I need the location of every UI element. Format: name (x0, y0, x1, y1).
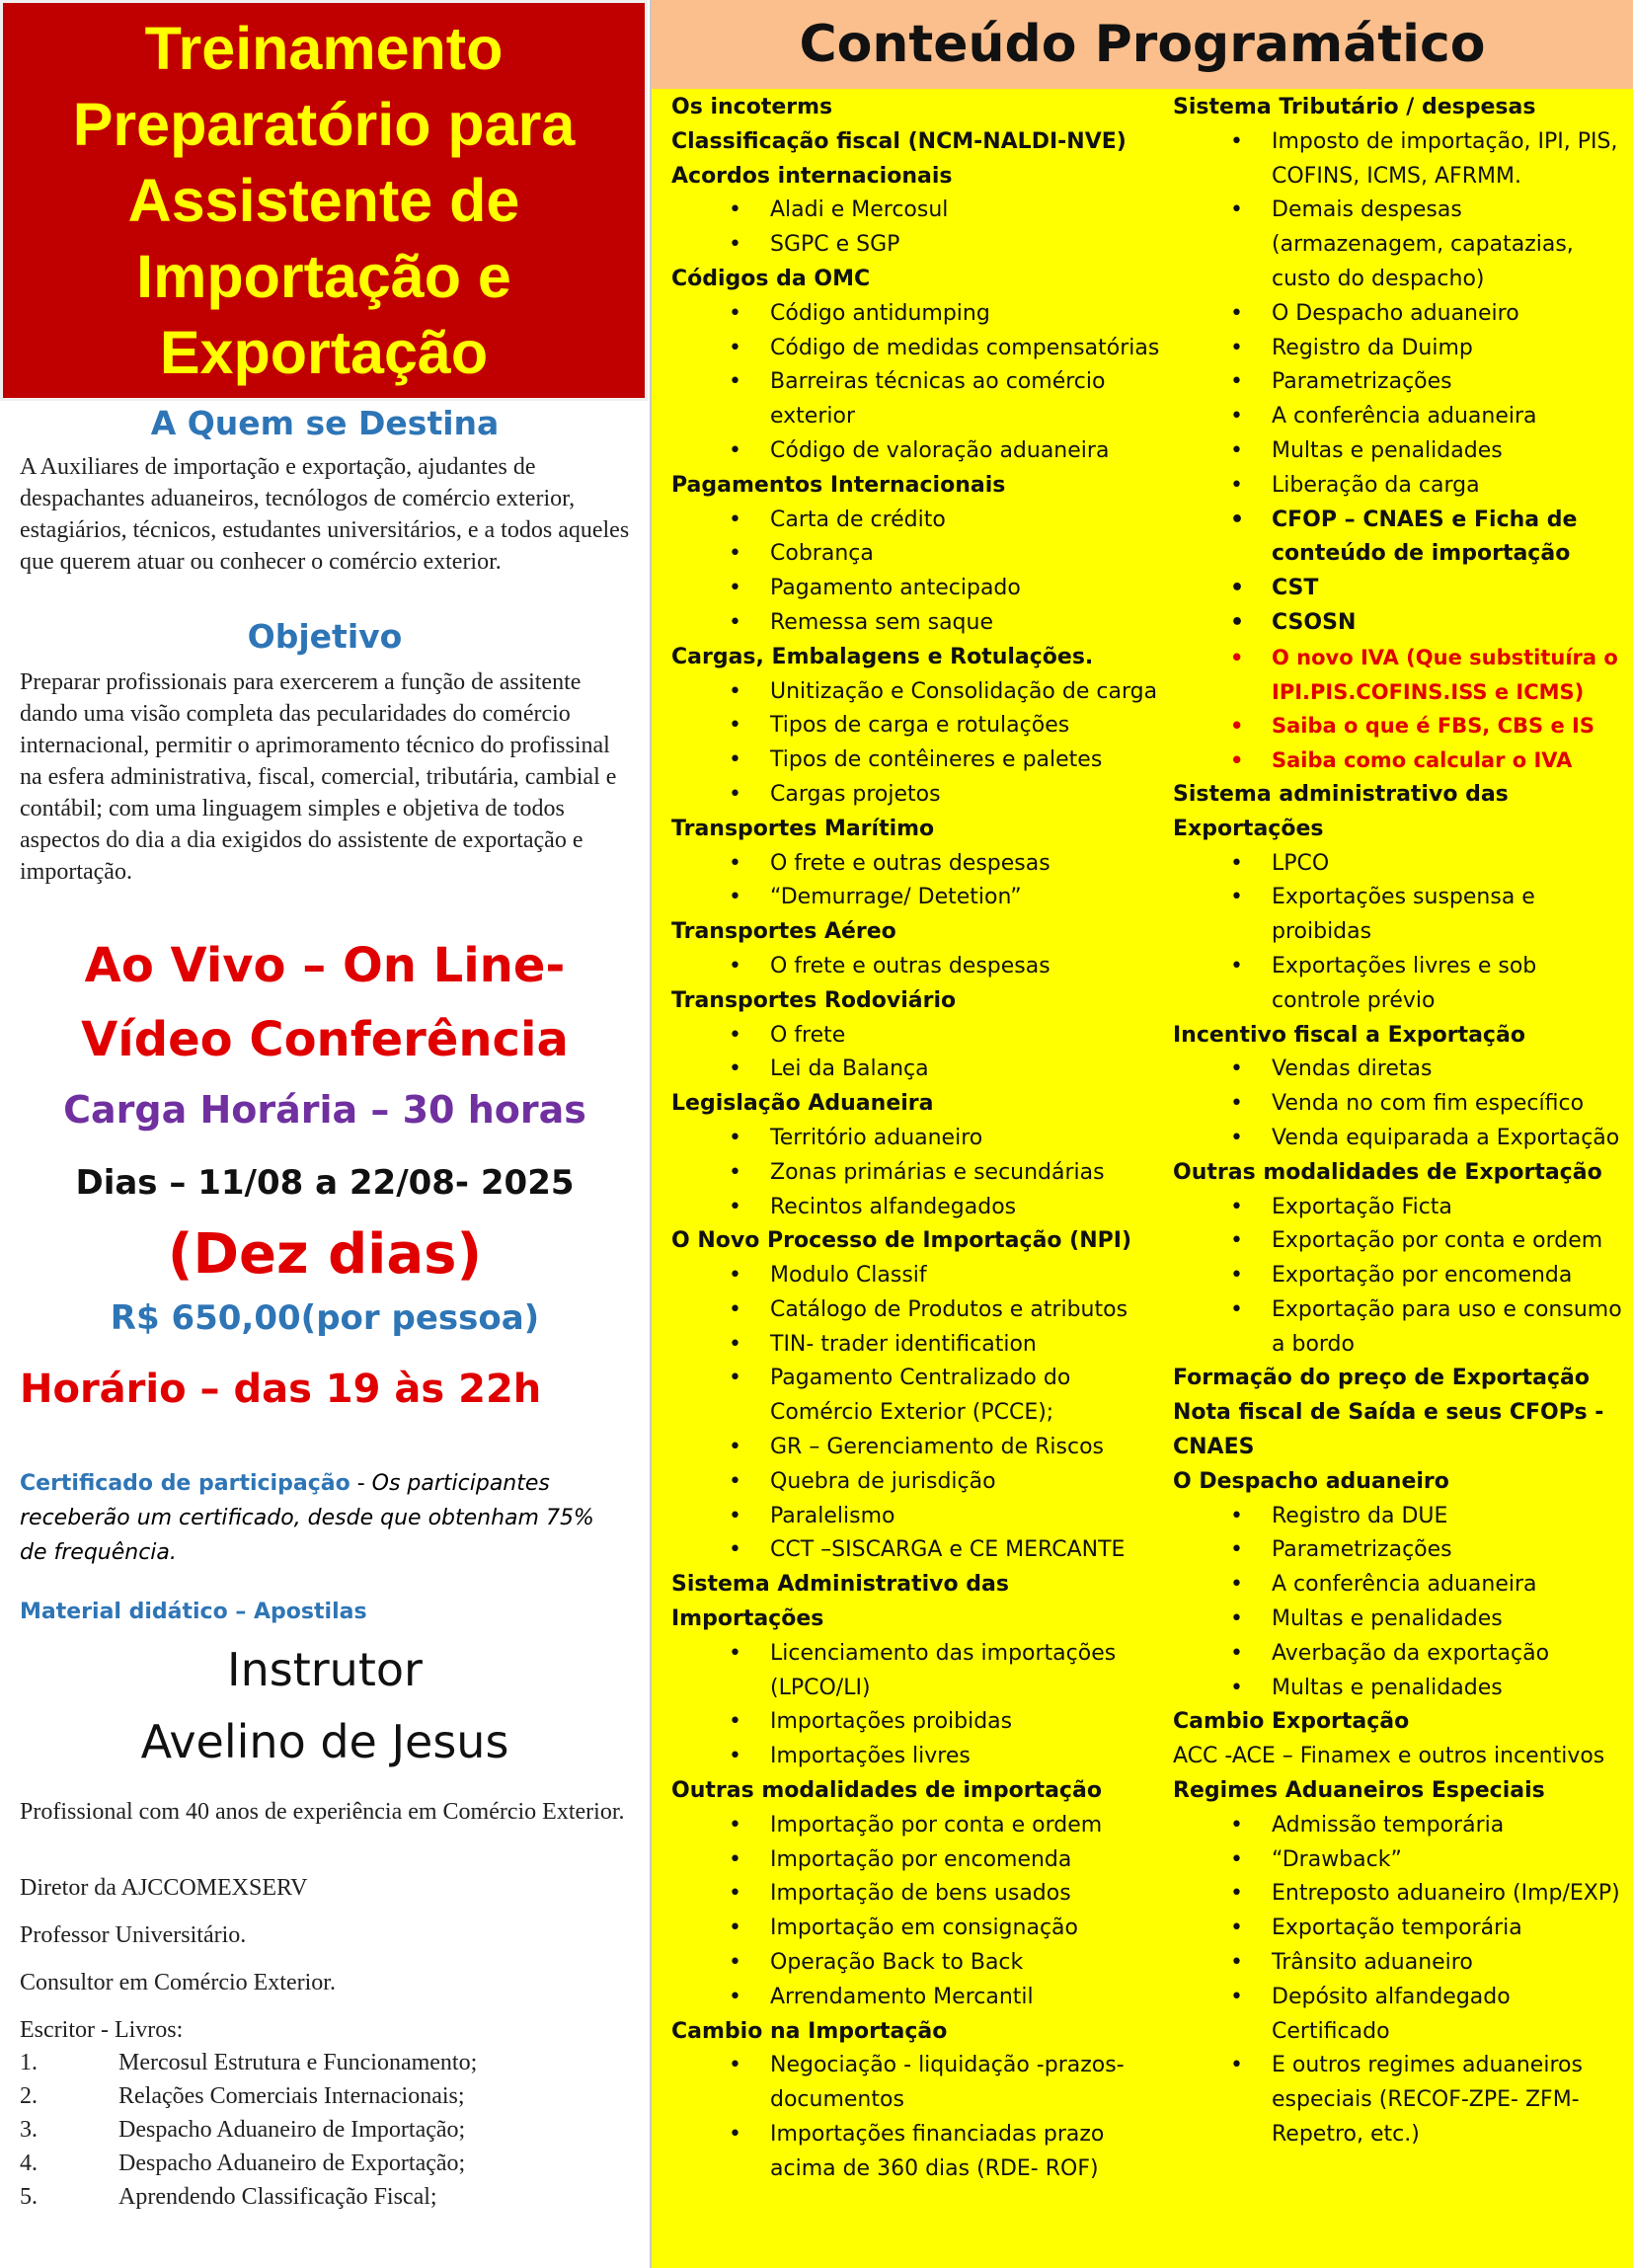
book-number: 3. (20, 2117, 38, 2143)
program-list-item: • E outros regimes aduaneiros especiais (RECOF-ZPE- ZFM-Repetro, etc.) (1173, 2049, 1629, 2151)
program-list-item: • Carta de crédito (671, 504, 1165, 538)
program-list-item: • Exportação por encomenda (1173, 1259, 1629, 1293)
program-column-1 (671, 91, 1165, 2187)
program-list-item: • Trânsito aduaneiro (1173, 1946, 1629, 1981)
program-list-item: • Aladi e Mercosul (671, 194, 1165, 228)
book-item (20, 2151, 465, 2177)
program-list-item: • Exportações livres e sob controle prévio (1173, 950, 1629, 1019)
program-list-item: • Admissão temporária (1173, 1809, 1629, 1843)
material: Material didático – Apostilas (20, 1600, 367, 1624)
program-topic-heading: Incentivo fiscal a Exportação (1173, 1022, 1525, 1048)
program-list-item: • O frete (671, 1019, 1165, 1054)
program-list-item: • “Drawback” (1173, 1843, 1629, 1878)
program-list-item: • Modulo Classif (671, 1259, 1165, 1293)
program-list-item: • Importação por encomenda (671, 1843, 1165, 1878)
program-list-item: • Importações financiadas prazo acima de 360 dias (RDE- ROF) (671, 2118, 1165, 2187)
program-list-item: • A conferência aduaneira (1173, 400, 1629, 434)
bio-consultant: Consultor em Comércio Exterior. (20, 1970, 336, 1995)
program-list-item: • Importação de bens usados (671, 1877, 1165, 1912)
books-heading: Escritor - Livros: (20, 2017, 184, 2043)
program-topic-heading: O Despacho aduaneiro (1173, 1468, 1449, 1494)
objective-text: Preparar profissionais para exercerem a função de assitente dando uma visão completa das pecularidades do comércio internacional, permitir o aprimoramento técnico do profissinal na esfera administrativa, fiscal, comercial, tributária, cambial e contábil; com uma linguagem simples e objetiva de todos aspectos do dia a dia exigidos do assistente de exportação e importação. (20, 669, 617, 885)
program-list-item: • O frete e outras despesas (671, 950, 1165, 984)
book-title: Despacho Aduaneiro de Importação; (118, 2117, 466, 2143)
program-list-item: • Imposto de importação, IPI, PIS, COFINS, ICMS, AFRMM. (1173, 125, 1629, 195)
book-number: 1. (20, 2050, 38, 2075)
book-title: Despacho Aduaneiro de Exportação; (118, 2151, 466, 2176)
program-list-item: • Cargas projetos (671, 778, 1165, 813)
program-list-item: • Importações proibidas (671, 1705, 1165, 1740)
certificate-text: Os participantes (371, 1471, 550, 1496)
program-list-item: • Paralelismo (671, 1500, 1165, 1534)
program-list-item: • Exportação para uso e consumo a bordo (1173, 1293, 1629, 1363)
program-list-item: • Depósito alfandegado Certificado (1173, 1981, 1629, 2050)
book-item (20, 2184, 437, 2211)
program-list-item: • Catálogo de Produtos e atributos (671, 1293, 1165, 1328)
course-title-box (0, 0, 648, 401)
program-list-item: • GR – Gerenciamento de Riscos (671, 1431, 1165, 1465)
program-list-item: • LPCO (1173, 847, 1629, 882)
mode-line-2: Vídeo Conferência (81, 1012, 569, 1067)
program-topic-heading: Códigos da OMC (671, 266, 871, 291)
program-topic-heading: Transportes Aéreo (671, 919, 896, 945)
program-topic-heading: Cambio Exportação (1173, 1709, 1410, 1735)
program-list-item: • CSOSN (1173, 606, 1629, 641)
program-list-item: • Venda no com fim específico (1173, 1087, 1629, 1122)
bio-professor: Professor Universitário. (20, 1922, 247, 1948)
program-topic-heading: Sistema Administrativo das Importações (671, 1572, 1009, 1632)
program-topic-heading: Legislação Aduaneira (671, 1091, 934, 1117)
program-list-item: • Entreposto aduaneiro (Imp/EXP) (1173, 1877, 1629, 1912)
program-list-item: • Registro da DUE (1173, 1500, 1629, 1534)
book-item (20, 2083, 465, 2110)
workload: Carga Horária – 30 horas (63, 1088, 586, 1132)
program-list-item: • Saiba como calcular o IVA (1173, 743, 1629, 778)
program-topic-heading: Outras modalidades de Exportação (1173, 1159, 1602, 1185)
program-list-item: • SGPC e SGP (671, 228, 1165, 263)
program-list-item: • Tipos de contêineres e paletes (671, 743, 1165, 778)
certificate-label: Certificado de participação (20, 1471, 350, 1496)
instructor-name: Avelino de Jesus (140, 1715, 509, 1768)
program-topic-heading: Classificação fiscal (NCM-NALDI-NVE) (671, 128, 1127, 154)
program-list-item: • Unitização e Consolidação de carga (671, 675, 1165, 710)
certificate-line-1 (20, 1471, 550, 1496)
program-list-item: • Exportação por conta e ordem (1173, 1224, 1629, 1259)
schedule: Horário – das 19 às 22h (20, 1367, 542, 1412)
audience-text: A Auxiliares de importação e exportação, ajudantes de despachantes aduaneiros, tecnólogos de comércio exterior, estagiários, técnicos, estudantes universitários, e a todos aqueles que querem atuar ou conhecer o comércio exterior. (20, 454, 630, 575)
book-item (20, 2050, 477, 2076)
certificate-dash: - (350, 1471, 372, 1496)
title-line: Treinamento (144, 14, 504, 82)
program-list-item: • Demais despesas (armazenagem, capatazias, custo do despacho) (1173, 194, 1629, 296)
program-topic-heading: Sistema administrativo das Exportações (1173, 781, 1509, 841)
program-list-item: • Pagamento Centralizado do Comércio Exterior (PCCE); (671, 1362, 1165, 1431)
program-list-item: • Parametrizações (1173, 365, 1629, 400)
course-dates: Dias – 11/08 a 22/08- 2025 (75, 1163, 575, 1203)
program-topic-heading: Outras modalidades de importação (671, 1778, 1102, 1804)
title-line: Exportação (159, 318, 489, 386)
program-list-item: • Parametrizações (1173, 1533, 1629, 1568)
program-list-item: • Zonas primárias e secundárias (671, 1156, 1165, 1191)
program-header (652, 0, 1633, 89)
program-list-item: • Remessa sem saque (671, 606, 1165, 641)
program-list-item: • Liberação da carga (1173, 469, 1629, 504)
program-topic-heading: Transportes Rodoviário (671, 987, 957, 1013)
program-topic-heading: Transportes Marítimo (671, 816, 935, 841)
certificate-line-3: de frequência. (20, 1540, 177, 1565)
program-list-item: • Cobrança (671, 537, 1165, 572)
bio-director: Diretor da AJCCOMEXSERV (20, 1875, 308, 1901)
program-list-item: • Arrendamento Mercantil (671, 1981, 1165, 2015)
program-list-item: • Registro da Duimp (1173, 332, 1629, 366)
program-list-item: • Importações livres (671, 1740, 1165, 1774)
program-list-item: • O Despacho aduaneiro (1173, 297, 1629, 332)
program-topic-text: ACC -ACE – Finamex e outros incentivos (1173, 1744, 1605, 1769)
program-list-item: • Importação em consignação (671, 1912, 1165, 1946)
program-topic-heading: Nota fiscal de Saída e seus CFOPs - CNAES (1173, 1400, 1604, 1460)
title-line: Assistente de (127, 166, 520, 234)
program-list-item: • Saiba o que é FBS, CBS e IS (1173, 709, 1629, 743)
program-title: Conteúdo Programático (799, 15, 1486, 74)
title-line: Importação e (136, 242, 511, 310)
program-list-item: • Licenciamento das importações (LPCO/LI) (671, 1637, 1165, 1706)
certificate-line-2: receberão um certificado, desde que obtenham 75% (20, 1506, 594, 1530)
program-list-item: • TIN- trader identification (671, 1328, 1165, 1363)
book-number: 4. (20, 2151, 38, 2176)
program-list-item: • Multas e penalidades (1173, 434, 1629, 469)
program-list-item: • Código de valoração aduaneira (671, 434, 1165, 469)
program-list-item: • Recintos alfandegados (671, 1191, 1165, 1225)
program-list-item: • Venda equiparada a Exportação (1173, 1122, 1629, 1156)
program-topic-heading: O Novo Processo de Importação (NPI) (671, 1228, 1132, 1254)
program-list-item: • Lei da Balança (671, 1053, 1165, 1087)
book-number: 5. (20, 2184, 38, 2210)
program-list-item: • Pagamento antecipado (671, 572, 1165, 606)
program-list-item: • Exportação temporária (1173, 1912, 1629, 1946)
program-list-item: • Barreiras técnicas ao comércio exterior (671, 365, 1165, 434)
course-title (73, 11, 576, 391)
program-column-2 (1173, 91, 1629, 2152)
program-topic-heading: Regimes Aduaneiros Especiais (1173, 1778, 1545, 1804)
bio-experience: Profissional com 40 anos de experiência em Comércio Exterior. (20, 1799, 625, 1825)
program-panel (652, 0, 1633, 2268)
objective-heading: Objetivo (247, 617, 403, 656)
program-list-item: • Vendas diretas (1173, 1053, 1629, 1087)
audience-heading: A Quem se Destina (150, 404, 500, 442)
program-topic-heading: Cambio na Importação (671, 2018, 948, 2044)
title-line: Preparatório para (72, 90, 576, 158)
program-list-item: • Código de medidas compensatórias (671, 332, 1165, 366)
program-list-item: • Importação por conta e ordem (671, 1809, 1165, 1843)
duration-days: (Dez dias) (167, 1222, 483, 1287)
program-list-item: • Tipos de carga e rotulações (671, 709, 1165, 743)
program-list-item: • O novo IVA (Que substituíra o IPI.PIS.COFINS.ISS e ICMS) (1173, 641, 1629, 710)
program-list-item: • Código antidumping (671, 297, 1165, 332)
program-topic-heading: Pagamentos Internacionais (671, 472, 1006, 498)
book-title: Mercosul Estrutura e Funcionamento; (118, 2050, 478, 2075)
program-list-item: • Território aduaneiro (671, 1122, 1165, 1156)
price: R$ 650,00(por pessoa) (110, 1298, 540, 1338)
program-topic-heading: Sistema Tributário / despesas (1173, 95, 1536, 119)
program-list-item: • Exportações suspensa e proibidas (1173, 881, 1629, 950)
program-list-item: • CST (1173, 572, 1629, 606)
program-list-item: • Quebra de jurisdição (671, 1465, 1165, 1500)
program-list-item: • CFOP – CNAES e Ficha de conteúdo de importação (1173, 504, 1629, 573)
program-topic-heading: Cargas, Embalagens e Rotulações. (671, 644, 1094, 669)
program-topic-heading: Formação do preço de Exportação (1173, 1366, 1591, 1391)
program-topic-heading: Os incoterms (671, 95, 833, 119)
book-title: Relações Comerciais Internacionais; (118, 2083, 465, 2109)
program-list-item: • “Demurrage/ Detetion” (671, 881, 1165, 915)
program-list-item: • Multas e penalidades (1173, 1603, 1629, 1637)
program-list-item: • CCT –SISCARGA e CE MERCANTE (671, 1533, 1165, 1568)
program-list-item: • O frete e outras despesas (671, 847, 1165, 882)
book-title: Aprendendo Classificação Fiscal; (118, 2184, 437, 2210)
book-number: 2. (20, 2083, 38, 2109)
program-list-item: • Multas e penalidades (1173, 1672, 1629, 1706)
program-list-item: • Negociação - liquidação -prazos-documentos (671, 2049, 1165, 2118)
left-panel (0, 0, 652, 2268)
program-list-item: • Operação Back to Back (671, 1946, 1165, 1981)
program-list-item: • Exportação Ficta (1173, 1191, 1629, 1225)
program-list-item: • A conferência aduaneira (1173, 1568, 1629, 1603)
book-item (20, 2117, 465, 2144)
program-list-item: • Averbação da exportação (1173, 1637, 1629, 1672)
program-topic-heading: Acordos internacionais (671, 163, 953, 189)
mode-line-1: Ao Vivo – On Line- (84, 938, 566, 993)
instructor-label: Instrutor (227, 1643, 423, 1696)
